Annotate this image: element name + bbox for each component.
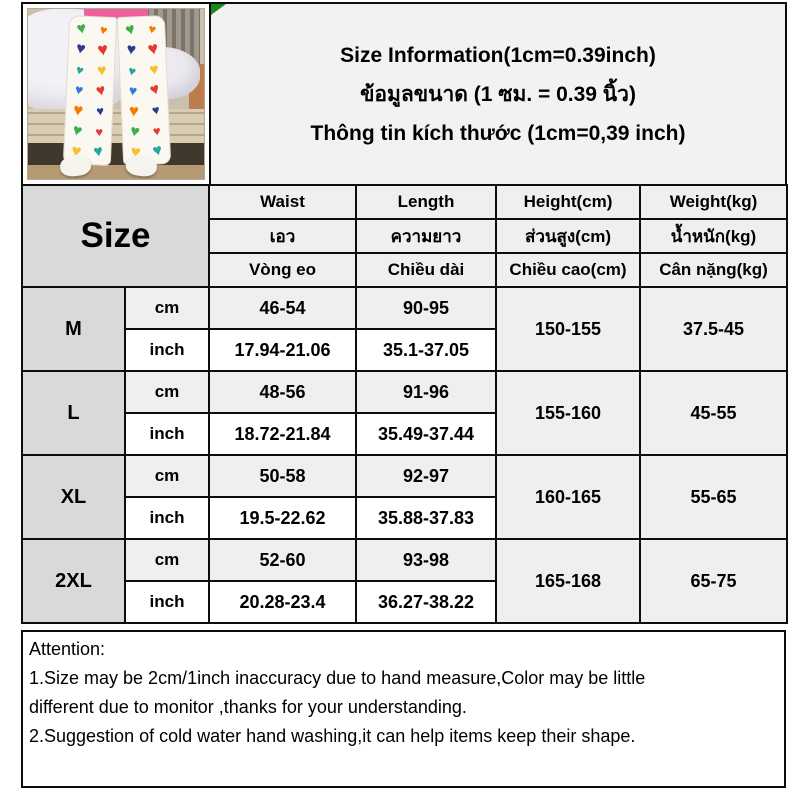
heart-icon [91,39,115,61]
col-header-length-vi: Chiều dài [356,253,496,287]
l-waist-cm: 48-56 [209,371,356,413]
unit-label-inch: inch [125,329,209,371]
m-weight: 37.5-45 [640,287,787,371]
size-label-xl: XL [22,455,125,539]
xl-height: 160-165 [496,455,640,539]
xl-weight: 55-65 [640,455,787,539]
size-label-m: M [22,287,125,371]
attention-note-2: 2.Suggestion of cold water hand washing,it can help items keep their shape. [29,726,636,746]
col-header-height-th: ส่วนสูง(cm) [496,219,640,253]
attention-heading: Attention: [29,639,106,659]
xl-waist-cm: 50-58 [209,455,356,497]
xl-waist-inch: 19.5-22.62 [209,497,356,539]
pants-left-leg [63,15,117,166]
l-length-inch: 35.49-37.44 [356,413,496,455]
col-header-weight-en: Weight(kg) [640,185,787,219]
unit-label-cm: cm [125,287,209,329]
m-height: 150-155 [496,287,640,371]
col-header-weight-vi: Cân nặng(kg) [640,253,787,287]
unit-label-cm: cm [125,371,209,413]
attention-note-1a: 1.Size may be 2cm/1inch inaccuracy due to hand measure,Color may be little [29,668,646,688]
unit-label-inch: inch [125,497,209,539]
col-header-height-vi: Chiều cao(cm) [496,253,640,287]
unit-label-cm: cm [125,539,209,581]
l-height: 155-160 [496,371,640,455]
attention-notes [21,630,786,788]
m-waist-cm: 46-54 [209,287,356,329]
size-label-l: L [22,371,125,455]
col-header-waist-en: Waist [209,185,356,219]
heart-print-pants [66,16,170,168]
col-header-waist-th: เอว [209,219,356,253]
size-header-cell: Size [22,185,209,287]
attention-note-1b: different due to monitor ,thanks for your understanding. [29,697,467,717]
heart-icon [88,101,112,122]
title-line-english: Size Information(1cm=0.39inch) [340,43,656,67]
col-header-length-th: ความยาว [356,219,496,253]
m-length-cm: 90-95 [356,287,496,329]
m-length-inch: 35.1-37.05 [356,329,496,371]
2xl-height: 165-168 [496,539,640,623]
heart-icon [88,122,110,142]
product-photo-cell [21,2,211,186]
heart-icon [90,61,113,81]
unit-label-inch: inch [125,413,209,455]
size-chart-table [21,184,788,624]
2xl-waist-cm: 52-60 [209,539,356,581]
heart-icon [119,40,143,61]
unit-label-inch: inch [125,581,209,623]
l-length-cm: 91-96 [356,371,496,413]
xl-length-inch: 35.88-37.83 [356,497,496,539]
title-line-thai: ข้อมูลขนาด (1 ซม. = 0.39 นิ้ว) [360,82,636,106]
heart-icon [122,101,145,121]
excel-corner-flag-icon [211,4,226,15]
col-header-height-en: Height(cm) [496,185,640,219]
l-weight: 45-55 [640,371,787,455]
product-photo [27,8,205,180]
2xl-waist-inch: 20.28-23.4 [209,581,356,623]
col-header-weight-th: น้ำหนัก(kg) [640,219,787,253]
pants-right-leg [117,15,171,166]
heart-icon [122,120,147,143]
m-waist-inch: 17.94-21.06 [209,329,356,371]
heart-icon [88,79,114,103]
col-header-waist-vi: Vòng eo [209,253,356,287]
size-info-title-cell [209,2,787,186]
2xl-weight: 65-75 [640,539,787,623]
2xl-length-inch: 36.27-38.22 [356,581,496,623]
heart-icon [66,78,92,101]
col-header-length-en: Length [356,185,496,219]
l-waist-inch: 18.72-21.84 [209,413,356,455]
heart-icon [140,38,166,61]
2xl-length-cm: 93-98 [356,539,496,581]
heart-icon [143,99,168,122]
size-label-2xl: 2XL [22,539,125,623]
unit-label-cm: cm [125,455,209,497]
xl-length-cm: 92-97 [356,455,496,497]
title-line-vietnamese: Thông tin kích thước (1cm=0,39 inch) [310,121,686,145]
